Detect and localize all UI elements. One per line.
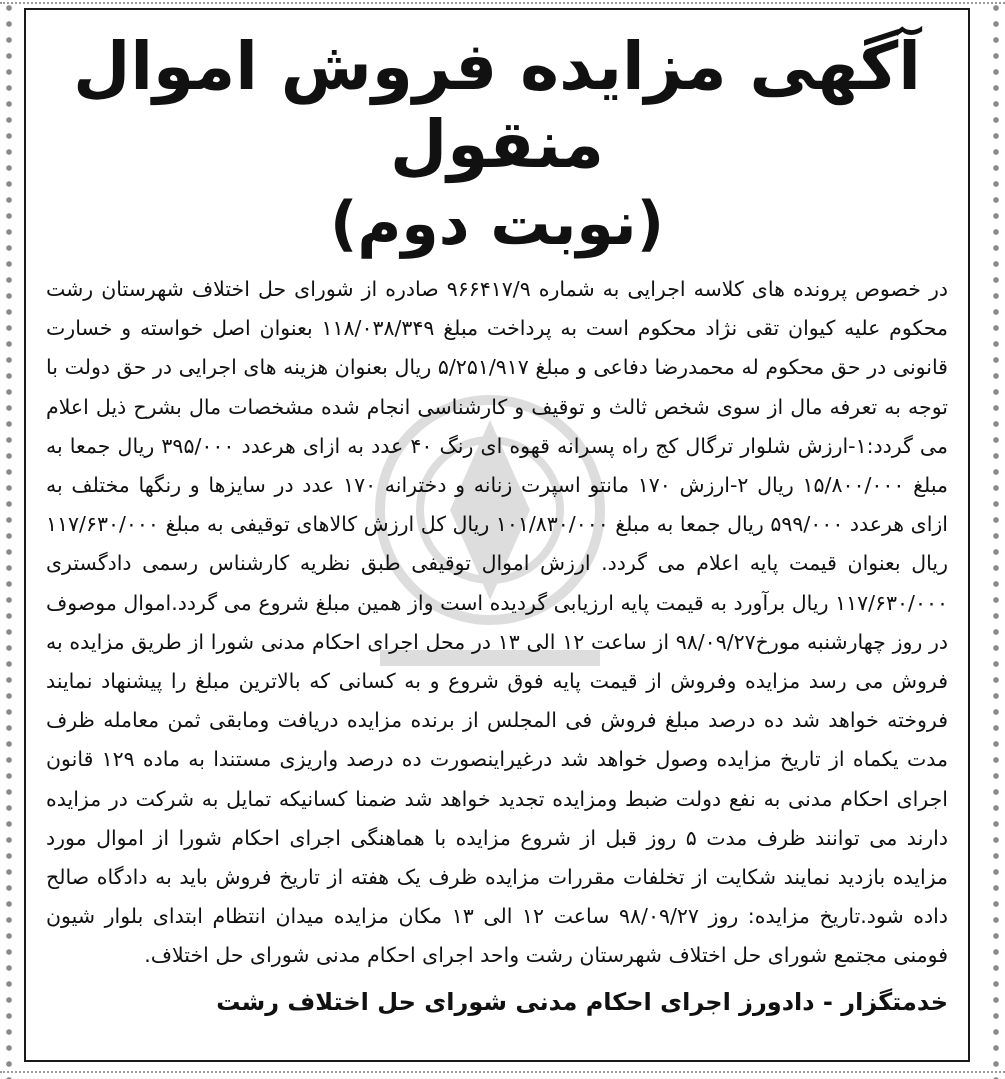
notice-signature: خدمتگزار - دادورز اجرای احکام مدنی شورای حل اختلاف رشت bbox=[216, 987, 948, 1016]
notice-title: آگهی مزایده فروش اموال منقول bbox=[73, 28, 921, 183]
notice-body: در خصوص پرونده های کلاسه اجرایی به شماره ۹۶۶۴۱۷/۹ صادره از شورای حل اختلاف شهرستان رشت محکوم علیه کیوان تقی نژاد محکوم است به پرداخت مبلغ ۱۱۸/۰۳۸/۳۴۹ بعنوان اصل خواسته و خسارت قانونی در حق محکوم له محمدرضا دفاعی و مبلغ ۵/۲۵۱/۹۱۷ ریال بعنوان هزینه های اجرایی در حق دولت با توجه به تعرفه مال از سوی شخص ثالث و توقیف و کارشناسی انجام شده مشخصات مال بشرح ذیل اعلام می گردد:۱-ارزش شلوار ترگال کج راه پسرانه قهوه ای رنگ ۴۰ عدد به ازای هرعدد ۳۹۵/۰۰۰ ریال جمعا به مبلغ ۱۵/۸۰۰/۰۰۰ ریال ۲-ارزش ۱۷۰ مانتو اسپرت زنانه و دخترانه ۱۷۰ عدد در سایزها و رنگها مختلف به ازای هرعدد ۵۹۹/۰۰۰ ریال جمعا به مبلغ ۱۰۱/۸۳۰/۰۰۰ ریال کل ارزش کالاهای توقیفی به مبلغ ۱۱۷/۶۳۰/۰۰۰ ریال بعنوان قیمت پایه اعلام می گردد. ارزش اموال توقیفی طبق نظریه کارشناس رسمی دادگستری ۱۱۷/۶۳۰/۰۰۰ ریال برآورد به قیمت پایه ارزیابی گردیده است واز همین مبلغ شروع می گردد.اموال موصوف در روز چهارشنبه مورخ۹۸/۰۹/۲۷ از ساعت ۱۲ الی ۱۳ در محل اجرای احکام مدنی شورا از طریق مزایده به فروش می رسد مزایده وفروش از قیمت پایه فوق شروع و به کسانی که بالاترین مبلغ را پیشنهاد نمایند فروخته خواهد شد ده درصد مبلغ فروش فی المجلس از برنده مزایده دریافت ومابقی ثمن معامله ظرف مدت یکماه از تاریخ مزایده وصول خواهد شد درغیراینصورت ده درصد واریزی مستندا به ماده ۱۲۹ قانون اجرای احکام مدنی به نفع دولت ضبط ومزایده تجدید خواهد شد ضمنا کسانیکه تمایل به شرکت در مزایده دارند می توانند ظرف مدت ۵ روز قبل از شروع مزایده با هماهنگی اجرای احکام شورا از اموال مورد مزایده بازدید نمایند شکایت از تخلفات مقررات مزایده ظرف یک هفته از تاریخ فروش باید به دادگاه صالح داده شود.تاریخ مزایده: روز ۹۸/۰۹/۲۷ ساعت ۱۲ الی ۱۳ مکان مزایده میدان انتظام ابتدای بلوار شیون فومنی مجتمع شورای حل اختلاف شهرستان رشت واحد اجرای احکام مدنی شورای حل اختلاف. bbox=[46, 277, 949, 968]
perforated-border-bottom bbox=[0, 1071, 1005, 1079]
notice-subtitle: (نوبت دوم) bbox=[330, 189, 664, 259]
notice-frame bbox=[24, 8, 970, 1062]
perforated-border-right bbox=[989, 0, 1003, 1079]
perforated-border-left bbox=[2, 0, 16, 1079]
